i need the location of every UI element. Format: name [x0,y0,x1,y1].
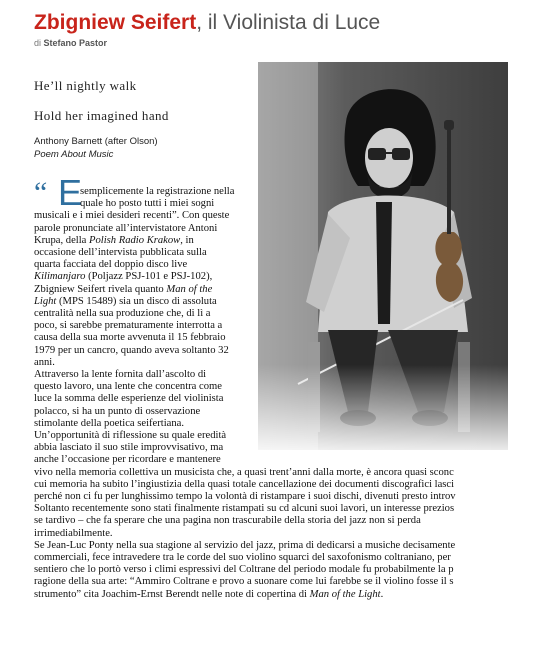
article-italic-text: Man of the Light [309,588,381,600]
article-line [34,454,221,466]
article-line [34,271,212,283]
article-text: Attraverso la lente fornita dall’ascolto di [34,369,207,380]
article-text: cui memoria ha subito l’ingiustizia della quasi totale cancellazione dei documenti discografici lasci [34,478,455,490]
article-line [34,247,207,259]
article-line [34,284,212,296]
byline [34,38,107,48]
article-text: sentiero che lo portò verso i climi espressivi del Coltrane del periodo modale fu probabilmente la p [34,564,454,576]
article-line [34,381,222,393]
article-text: Se Jean-Luc Ponty nella sua stagione al servizio del jazz, prima di dedicarsi a musiche decisamente [34,539,456,551]
title-name: Zbigniew Seifert [34,11,197,34]
article-text: Soltanto recentemente sono stati finalmente ristampati su cd alcuni suoi lavori, un interesse prezios [34,503,455,515]
article-text: anche l’occasione per ricordare e mantenere [34,454,221,466]
article-line [34,357,55,369]
article-line [34,320,222,332]
article-text: , in [180,234,194,246]
article-italic-text: Polish Radio Krakow [89,234,181,246]
article-text: abbia lasciato il suo stile improvvisativo, ma [34,442,224,454]
epigraph-source: Poem About Music [34,149,114,160]
violinist-photo [258,62,508,450]
article-line [80,186,234,198]
article-line [34,528,113,540]
article-text: polacco, si ha un punto di osservazione [34,405,201,417]
article-text: poco, si sarebbe prematuramente interrotta a [34,320,223,332]
article-text: (Poljazz PSJ-101 e PSJ-102), [85,271,213,283]
article-text: 1979 per un cancro, quando aveva soltanto 32 [34,344,229,356]
article-text: parole pronunciate all’intervistatore Antoni [34,222,218,234]
article-italic-text: Man of the [166,283,213,295]
article-line [80,198,214,210]
article-text: . [380,588,384,600]
epigraph-line-1: He’ll nightly walk [34,78,137,93]
article-text: stimolante della poetica seifertiana. [34,417,185,429]
byline-author: Stefano Pastor [43,38,108,48]
article-line [34,442,223,454]
epigraph-line-2: Hold her imagined hand [34,108,169,123]
title-subtitle: , il Violinista di Luce [196,11,381,34]
article-text: centralità nella sua produzione che, di lì a [34,308,211,319]
article-text: semplicemente la registrazione nella [80,186,235,197]
byline-prefix: di [34,38,42,48]
epigraph-attribution: Anthony Barnett (after Olson) [34,136,158,147]
article-text: anni. [34,356,55,368]
article-line [34,332,226,344]
article-line [34,259,187,271]
article-line [34,308,211,320]
article-text: quale ho posto tutti i miei sogni [80,198,215,210]
article-text: perché non ci fu per lunghissimo tempo la volontà di ristampare i suoi dischi, divenuti presto introv [34,491,456,502]
article-line [34,491,456,503]
article-text: Krupa, della [34,234,90,246]
article-text: (MPS 15489) sia un disco di assoluta [56,295,217,307]
article-text: questo lavoro, una lente che concentra come [34,381,222,393]
article-line [34,296,217,308]
article-line [34,345,229,357]
article-text: se tardivo – che fa sperare che una pagina non trascurabile della storia del jazz non si perda [34,515,421,527]
article-line [34,515,421,527]
article-text: Un’opportunità di riflessione su quale eredità [34,430,227,441]
article-line [34,235,194,247]
article-text: irrimediabilmente. [34,527,113,539]
article-line [34,589,383,601]
article-line [34,467,454,479]
article-text: quarta facciata del doppio disco live [34,259,188,271]
article-text: luce la somma delle esperienze del violinista [34,393,224,405]
opening-quote-mark: “ [34,176,48,209]
article-line [34,540,455,552]
article-text: causa della sua morte avvenuta il 15 febbraio [34,332,226,344]
article-line [34,393,223,405]
article-line [34,430,226,442]
article-line [34,223,217,235]
article-text: musicali e i miei desideri recenti”. Con queste [34,210,230,222]
article-line [34,210,229,222]
article-line [34,479,454,491]
article-text: vivo nella memoria collettiva un musicista che, a quasi trent’anni dalla morte, è ancora quasi sconc [34,466,454,478]
article-text: occasione dell’intervista pubblicata sulla [34,247,207,258]
article-text: commerciali, fece intravedere tra le corde del suo violino squarci del saxofonismo coltraniano, per [34,552,451,563]
article-title [34,10,380,36]
article-line [34,369,206,381]
article-line [34,418,184,430]
article-line [34,406,200,418]
article-text: ragione della sua arte: “Ammiro Coltrane e provo a suonare come lui farebbe se il violino fosse il s [34,576,454,588]
article-text: Zbigniew Seifert rivela quanto [34,283,167,295]
article-text: strumento” cita Joachim-Ernst Berendt nelle note di copertina di [34,588,310,600]
article-line [34,552,451,564]
article-line [34,503,454,515]
article-line [34,576,454,588]
drop-cap-letter: E [58,172,83,213]
article-italic-text: Light [34,295,57,307]
article-line [34,564,454,576]
article-italic-text: Kilimanjaro [34,271,86,283]
